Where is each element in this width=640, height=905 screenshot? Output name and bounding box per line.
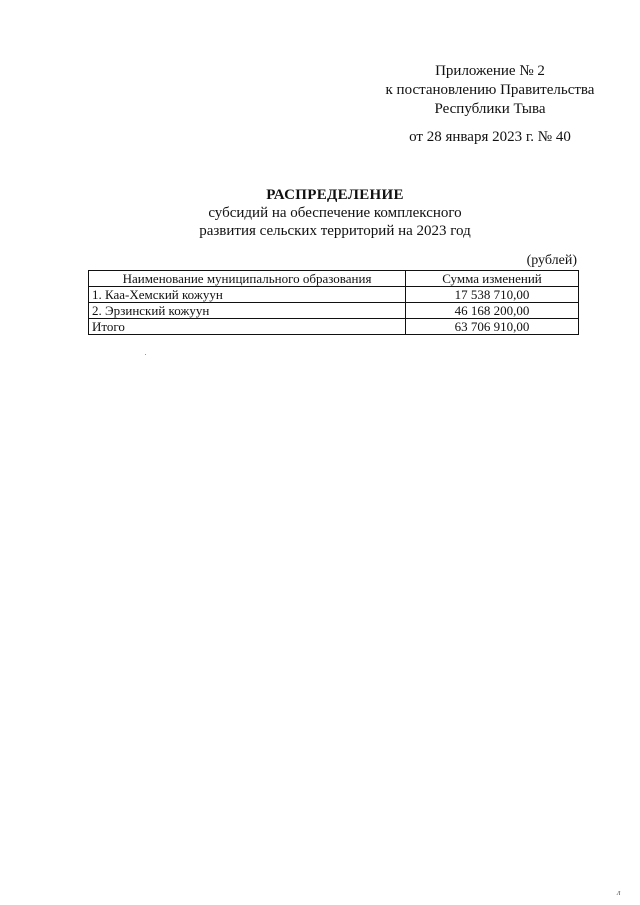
- table-row-total: [89, 319, 579, 335]
- document-title: [180, 186, 490, 240]
- appendix-date: от 28 января 2023 г. № 40: [409, 129, 571, 145]
- title-subtitle-line-1: субсидий на обеспечение комплексного: [208, 205, 462, 221]
- header-sum: Сумма изменений: [406, 271, 579, 287]
- row-name: Итого: [89, 319, 406, 335]
- appendix-number: Приложение № 2: [435, 63, 545, 79]
- distribution-table: [88, 270, 579, 335]
- row-sum: 46 168 200,00: [406, 303, 579, 319]
- units-label: (рублей): [526, 253, 577, 268]
- scan-speck: [145, 354, 146, 355]
- table-row: [89, 287, 579, 303]
- title-subtitle-line-2: развития сельских территорий на 2023 год: [199, 223, 471, 239]
- appendix-header: [370, 62, 610, 119]
- page-corner-mark: л: [617, 888, 621, 897]
- table-header-row: [89, 271, 579, 287]
- appendix-republic: Республики Тыва: [434, 101, 546, 117]
- header-municipality: Наименование муниципального образования: [89, 271, 406, 287]
- row-sum: 17 538 710,00: [406, 287, 579, 303]
- row-name: 2. Эрзинский кожуун: [89, 303, 406, 319]
- appendix-resolution: к постановлению Правительства: [385, 82, 595, 98]
- title-heading: РАСПРЕДЕЛЕНИЕ: [266, 187, 404, 203]
- row-name: 1. Каа-Хемский кожуун: [89, 287, 406, 303]
- table-row: [89, 303, 579, 319]
- row-sum: 63 706 910,00: [406, 319, 579, 335]
